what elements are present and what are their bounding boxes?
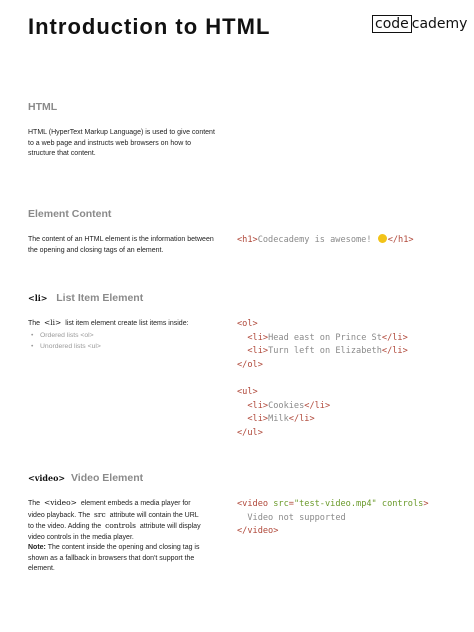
video-description: The <video> element embeds a media player for video playback. The src attribute will contain the URL to the video. Adding the controls attribute will display video controls in the media player. Note: The content inside the opening and closing tag is shown as a fallback in browsers that don't support the element. [28, 498, 201, 572]
smile-emoji-icon [378, 234, 387, 243]
html-description: HTML (HyperText Markup Language) is used to give content to a web page and instructs web browsers on how to structure that content. [28, 129, 215, 157]
list-item-code: <ol> <li>Head east on Prince St</li> <li>Turn left on Elizabeth</li> </ol> <ul> <li>Cookies</li> <li>Milk</li> </ul> [237, 319, 408, 438]
list-item: • Ordered lists <ol> [28, 330, 101, 341]
video-tag-label: <video> [28, 473, 66, 483]
page-title: Introduction to HTML [28, 14, 271, 39]
element-content-heading: Element Content [28, 208, 112, 220]
li-tag-label: <li> [28, 293, 48, 303]
html-heading: HTML [28, 101, 58, 113]
list-item-description: The <li> list item element create list items inside: [28, 318, 189, 327]
element-content-description: The content of an HTML element is the information between the opening and closing tags of an element. [28, 236, 214, 254]
video-code: <video src="test-video.mp4" controls> Video not supported </video> [237, 499, 429, 537]
note-label: Note: [28, 544, 46, 551]
list-item-bullets [28, 330, 101, 352]
list-item-heading: <li> List Item Element [28, 292, 144, 304]
logo-cademy-text: cademy [411, 16, 468, 32]
video-heading: <video> Video Element [28, 472, 144, 484]
codecademy-logo[interactable] [372, 16, 467, 32]
logo-code-box: code [372, 15, 412, 33]
list-item: • Unordered lists <ul> [28, 341, 101, 352]
element-content-code: <h1>Codecademy is awesome! </h1> [237, 235, 414, 245]
